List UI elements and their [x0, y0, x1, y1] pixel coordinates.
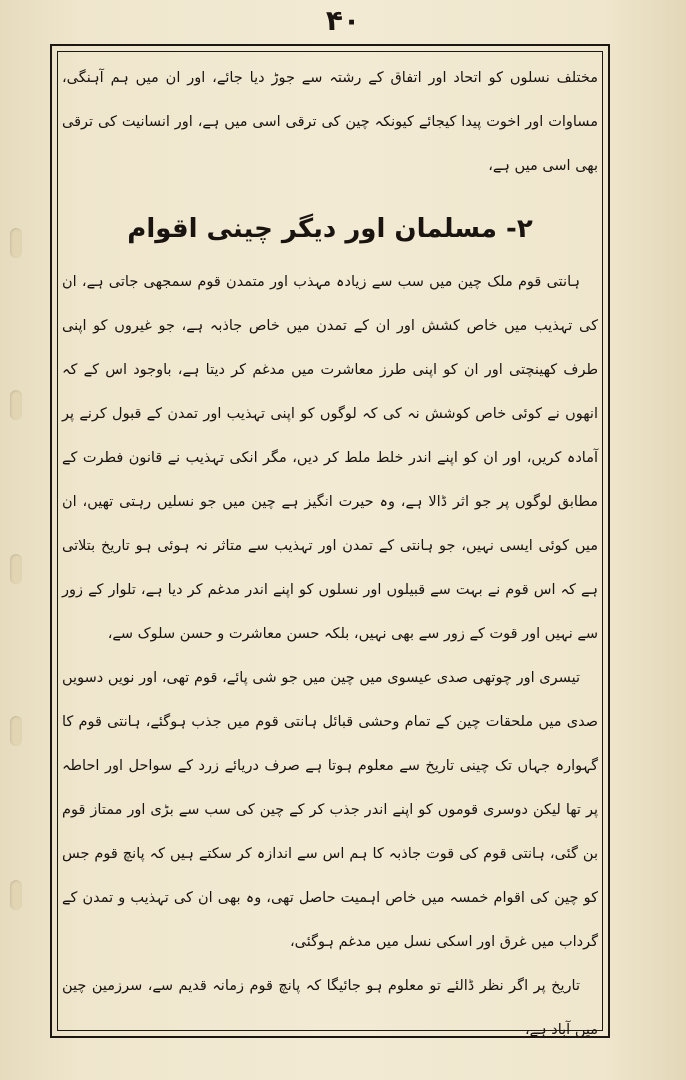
binding-hole: [10, 716, 22, 746]
section-heading: ۲- مسلمان اور دیگر چینی اقوام: [127, 214, 533, 244]
binding-hole: [10, 390, 22, 420]
paragraph: تیسری اور چوتھی صدی عیسوی میں چین میں جو شی پائے، قوم تھی، اور نویں دسویں صدی میں ملحقات چین کے تمام وحشی قبائل ہانتی قوم میں جذب ہوگئے، ہانتی قوم کا گہوارہ جہاں تک چینی تاریخ سے معلوم ہوتا ہے صرف دریائے زرد کے سواحل اور احاطہ پر تھا لیکن دوسری قوموں کو اپنے اندر جذب کر کے چین کی سب سے بڑی اور ممتاز قوم بن گئی، ہانتی قوم کی قوت جاذبہ کا ہم اس سے اندازہ کر سکتے ہیں کہ پانچ قوم جس کو چین کی اقوام خمسہ میں خاص اہمیت حاصل تھی، وہ بھی ان کی تہذیب و تمدن کے گرداب میں غرق اور اسکی نسل میں مدغم ہوگئی،: [62, 670, 598, 950]
binding-hole: [10, 880, 22, 910]
paragraph: تاریخ پر اگر نظر ڈالئے تو معلوم ہو جائیگا کہ پانچ قوم زمانہ قدیم سے، سرزمین چین میں آباد ہے،: [62, 978, 598, 1038]
intro-paragraph: مختلف نسلوں کو اتحاد اور اتفاق کے رشتہ سے جوڑ دیا جائے، اور ان میں ہم آہنگی، مساوات اور اخوت پیدا کیجائے کیونکہ چین کی ترقی اسی میں ہے، اور انسانیت کی ترقی بھی اسی میں ہے،: [62, 70, 598, 174]
paragraph: ہانتی قوم ملک چین میں سب سے زیادہ مہذب اور متمدن قوم سمجھی جاتی ہے، ان کی تہذیب میں خاص کشش اور ان کے تمدن میں خاص جاذبہ ہے، جو غیروں کو اپنی طرف کھینچتی اور ان کو اپنی طرز معاشرت میں مدغم کر دیتا ہے، باوجود اس کے کہ انھوں نے کوئی خاص کوشش نہ کی کہ لوگوں کو اپنی تہذیب اور تمدن کے قبول کرنے پر آمادہ کریں، اور ان کو اپنے اندر خلط ملط کر دیں، مگر انکی تہذیب نے قانون فطرت کے مطابق لوگوں پر جو اثر ڈالا ہے، وہ حیرت انگیز ہے چین میں جو نسلیں رہتی تھیں، ان میں کوئی ایسی نہیں، جو ہانتی کے تمدن اور تہذیب سے متاثر نہ ہوئی ہو تاریخ بتلاتی ہے کہ اس قوم نے بہت سے قبیلوں اور نسلوں کو اپنے اندر مدغم کر دیا ہے، تلوار کے زور سے نہیں اور قوت کے زور سے بھی نہیں، بلکہ حسن معاشرت و حسن سلوک سے،: [62, 274, 598, 642]
page-text: [62, 56, 598, 1052]
binding-hole: [10, 554, 22, 584]
binding-hole: [10, 228, 22, 258]
page-number: ۴۰: [325, 4, 361, 37]
